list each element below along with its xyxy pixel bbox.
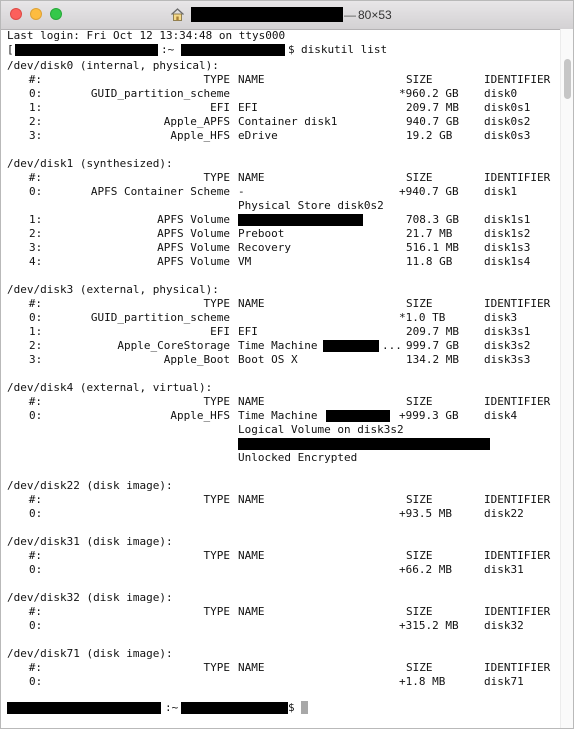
partition-row <box>1 325 561 339</box>
close-icon[interactable] <box>10 8 22 20</box>
partition-type: Apple_APFS <box>163 115 230 128</box>
partition-identifier: disk32 <box>484 619 524 632</box>
col-header-type: TYPE <box>203 549 230 562</box>
prompt-char: $ <box>288 701 295 714</box>
partition-size: 516.1 MB <box>406 241 459 254</box>
col-header-size: SIZE <box>406 297 433 310</box>
partition-name: Boot OS X <box>238 353 298 366</box>
partition-name: Recovery <box>238 241 291 254</box>
final-prompt-line <box>1 701 561 715</box>
column-header-row <box>1 73 561 87</box>
partition-size: +999.3 GB <box>399 409 459 422</box>
partition-identifier: disk3 <box>484 311 518 324</box>
col-header-identifier: IDENTIFIER <box>484 549 551 562</box>
partition-type: EFI <box>210 325 230 338</box>
column-header-row <box>1 395 561 409</box>
column-header-row <box>1 605 561 619</box>
col-header-identifier: IDENTIFIER <box>484 661 551 674</box>
partition-name: Time Machine <box>238 409 318 422</box>
name-redaction <box>238 438 490 450</box>
partition-identifier: disk1s3 <box>484 241 531 254</box>
name-redaction <box>323 340 379 352</box>
col-header-size: SIZE <box>406 73 433 86</box>
col-header-num: #: <box>28 493 42 506</box>
partition-size: +93.5 MB <box>399 507 452 520</box>
partition-type: APFS Volume <box>157 255 230 268</box>
partition-name: Physical Store disk0s2 <box>238 199 384 212</box>
title-separator: — <box>344 8 356 22</box>
partition-number: 4: <box>29 255 43 268</box>
partition-number: 0: <box>29 619 43 632</box>
col-header-type: TYPE <box>203 493 230 506</box>
partition-row <box>1 185 561 199</box>
partition-number: 0: <box>29 507 43 520</box>
partition-size: 21.7 MB <box>406 227 453 240</box>
partition-size: +940.7 GB <box>399 185 459 198</box>
partition-type: EFI <box>210 101 230 114</box>
partition-name: VM <box>238 255 252 268</box>
partition-size: +315.2 MB <box>399 619 459 632</box>
partition-number: 3: <box>29 129 43 142</box>
partition-size: 999.7 GB <box>406 339 459 352</box>
disk-header-text: /dev/disk31 (disk image): <box>7 535 173 548</box>
col-header-type: TYPE <box>203 605 230 618</box>
column-header-row <box>1 171 561 185</box>
minimize-icon[interactable] <box>30 8 42 20</box>
col-header-size: SIZE <box>406 395 433 408</box>
partition-type: Apple_HFS <box>170 129 230 142</box>
partition-size: +1.8 MB <box>399 675 446 688</box>
column-header-row <box>1 661 561 675</box>
col-header-type: TYPE <box>203 73 230 86</box>
col-header-size: SIZE <box>406 171 433 184</box>
partition-name: EFI <box>238 101 258 114</box>
partition-size: 708.3 GB <box>406 213 459 226</box>
partition-type: Apple_HFS <box>170 409 230 422</box>
partition-type: APFS Volume <box>157 241 230 254</box>
col-header-num: #: <box>28 661 42 674</box>
home-folder-icon <box>170 7 185 22</box>
disk-header <box>1 647 561 661</box>
hostname-redaction <box>181 44 285 56</box>
partition-row <box>1 437 561 451</box>
scrollbar[interactable] <box>560 29 573 729</box>
partition-name: Unlocked Encrypted <box>238 451 358 464</box>
partition-number: 2: <box>29 339 43 352</box>
partition-type: APFS Container Scheme <box>90 185 230 198</box>
partition-size: +66.2 MB <box>399 563 452 576</box>
partition-row <box>1 87 561 101</box>
col-header-name: NAME <box>238 493 265 506</box>
zoom-icon[interactable] <box>50 8 62 20</box>
partition-row <box>1 353 561 367</box>
partition-row <box>1 451 561 465</box>
partition-number: 0: <box>29 185 43 198</box>
partition-row <box>1 563 561 577</box>
col-header-size: SIZE <box>406 605 433 618</box>
disk-header-text: /dev/disk71 (disk image): <box>7 647 173 660</box>
partition-identifier: disk31 <box>484 563 524 576</box>
partition-row <box>1 311 561 325</box>
partition-row <box>1 339 561 353</box>
partition-identifier: disk1s2 <box>484 227 531 240</box>
last-login-text: Last login: Fri Oct 12 13:34:48 on ttys000 <box>7 29 286 42</box>
partition-row <box>1 213 561 227</box>
partition-number: 2: <box>29 227 43 240</box>
partition-size: 11.8 GB <box>406 255 453 268</box>
col-header-name: NAME <box>238 661 265 674</box>
col-header-name: NAME <box>238 395 265 408</box>
column-header-row <box>1 493 561 507</box>
partition-identifier: disk0 <box>484 87 518 100</box>
partition-identifier: disk1s1 <box>484 213 531 226</box>
partition-identifier: disk4 <box>484 409 518 422</box>
col-header-size: SIZE <box>406 493 433 506</box>
col-header-size: SIZE <box>406 549 433 562</box>
hostname-redaction <box>181 702 288 714</box>
partition-type: APFS Volume <box>157 227 230 240</box>
disk-header <box>1 59 561 73</box>
partition-size: 19.2 GB <box>406 129 453 142</box>
partition-row <box>1 227 561 241</box>
partition-row <box>1 675 561 689</box>
partition-row <box>1 199 561 213</box>
partition-identifier: disk1 <box>484 185 518 198</box>
name-redaction <box>326 410 390 422</box>
disk-header <box>1 535 561 549</box>
partition-size: *1.0 TB <box>399 311 446 324</box>
col-header-num: #: <box>28 297 42 310</box>
partition-type: GUID_partition_scheme <box>90 87 230 100</box>
partition-number: 1: <box>29 325 43 338</box>
partition-row <box>1 129 561 143</box>
partition-identifier: disk22 <box>484 507 524 520</box>
partition-size: 209.7 MB <box>406 101 459 114</box>
col-header-name: NAME <box>238 171 265 184</box>
partition-name: Time Machine <box>238 339 318 352</box>
disk-header <box>1 479 561 493</box>
disk-header-text: /dev/disk1 (synthesized): <box>7 157 173 170</box>
partition-row <box>1 409 561 423</box>
partition-identifier: disk3s2 <box>484 339 531 352</box>
column-header-row <box>1 297 561 311</box>
partition-number: 0: <box>29 409 43 422</box>
partition-identifier: disk0s1 <box>484 101 531 114</box>
name-redaction <box>238 214 363 226</box>
window-size-label: 80×53 <box>358 8 392 22</box>
partition-size: 134.2 MB <box>406 353 459 366</box>
disk-header-text: /dev/disk4 (external, virtual): <box>7 381 213 394</box>
partition-number: 0: <box>29 87 43 100</box>
partition-row <box>1 507 561 521</box>
partition-number: 3: <box>29 353 43 366</box>
col-header-identifier: IDENTIFIER <box>484 171 551 184</box>
disk-header-text: /dev/disk22 (disk image): <box>7 479 173 492</box>
column-header-row <box>1 549 561 563</box>
disk-header <box>1 157 561 171</box>
col-header-type: TYPE <box>203 297 230 310</box>
prompt-separator: :~ <box>165 701 179 714</box>
partition-name: - <box>238 185 245 198</box>
col-header-identifier: IDENTIFIER <box>484 605 551 618</box>
partition-size: 209.7 MB <box>406 325 459 338</box>
partition-row <box>1 101 561 115</box>
col-header-num: #: <box>28 73 42 86</box>
partition-name: EFI <box>238 325 258 338</box>
disk-header <box>1 381 561 395</box>
command-line: [ :~ $ diskutil list <box>7 43 388 56</box>
partition-type: Apple_Boot <box>163 353 230 366</box>
disk-header-text: /dev/disk32 (disk image): <box>7 591 173 604</box>
partition-identifier: disk3s3 <box>484 353 531 366</box>
partition-name: eDrive <box>238 129 278 142</box>
partition-type: APFS Volume <box>157 213 230 226</box>
partition-row <box>1 255 561 269</box>
col-header-type: TYPE <box>203 661 230 674</box>
partition-identifier: disk0s3 <box>484 129 531 142</box>
col-header-identifier: IDENTIFIER <box>484 297 551 310</box>
disk-header-text: /dev/disk0 (internal, physical): <box>7 59 219 72</box>
col-header-name: NAME <box>238 605 265 618</box>
title-bar[interactable] <box>1 1 573 30</box>
username-redaction <box>7 702 161 714</box>
partition-row <box>1 241 561 255</box>
col-header-name: NAME <box>238 297 265 310</box>
disk-header <box>1 591 561 605</box>
title-redaction <box>191 7 343 22</box>
text-cursor <box>301 701 308 714</box>
partition-name-tail: ... <box>382 339 402 352</box>
partition-name: Container disk1 <box>238 115 338 128</box>
col-header-num: #: <box>28 549 42 562</box>
col-header-identifier: IDENTIFIER <box>484 493 551 506</box>
partition-type: Apple_CoreStorage <box>117 339 230 352</box>
partition-number: 3: <box>29 241 43 254</box>
scroll-thumb[interactable] <box>564 59 571 99</box>
partition-name: Logical Volume on disk3s2 <box>238 423 404 436</box>
partition-size: *960.2 GB <box>399 87 459 100</box>
disk-header <box>1 283 561 297</box>
col-header-name: NAME <box>238 73 265 86</box>
disk-header-text: /dev/disk3 (external, physical): <box>7 283 219 296</box>
last-login-line <box>1 29 561 43</box>
partition-number: 2: <box>29 115 43 128</box>
terminal-output[interactable] <box>1 29 561 729</box>
partition-row <box>1 619 561 633</box>
prompt-separator: :~ <box>161 43 175 56</box>
col-header-type: TYPE <box>203 395 230 408</box>
col-header-size: SIZE <box>406 661 433 674</box>
partition-identifier: disk3s1 <box>484 325 531 338</box>
col-header-num: #: <box>28 605 42 618</box>
partition-identifier: disk0s2 <box>484 115 531 128</box>
col-header-type: TYPE <box>203 171 230 184</box>
prompt-char: $ <box>288 43 295 56</box>
col-header-identifier: IDENTIFIER <box>484 73 551 86</box>
partition-row <box>1 115 561 129</box>
partition-number: 0: <box>29 311 43 324</box>
col-header-num: #: <box>28 395 42 408</box>
partition-row <box>1 423 561 437</box>
partition-name: Preboot <box>238 227 285 240</box>
command-text: diskutil list <box>301 43 388 56</box>
col-header-name: NAME <box>238 549 265 562</box>
partition-identifier: disk71 <box>484 675 524 688</box>
partition-number: 1: <box>29 101 43 114</box>
partition-number: 0: <box>29 675 43 688</box>
partition-identifier: disk1s4 <box>484 255 531 268</box>
username-redaction <box>15 44 158 56</box>
partition-number: 1: <box>29 213 43 226</box>
col-header-num: #: <box>28 171 42 184</box>
partition-type: GUID_partition_scheme <box>90 311 230 324</box>
col-header-identifier: IDENTIFIER <box>484 395 551 408</box>
partition-size: 940.7 GB <box>406 115 459 128</box>
partition-number: 0: <box>29 563 43 576</box>
